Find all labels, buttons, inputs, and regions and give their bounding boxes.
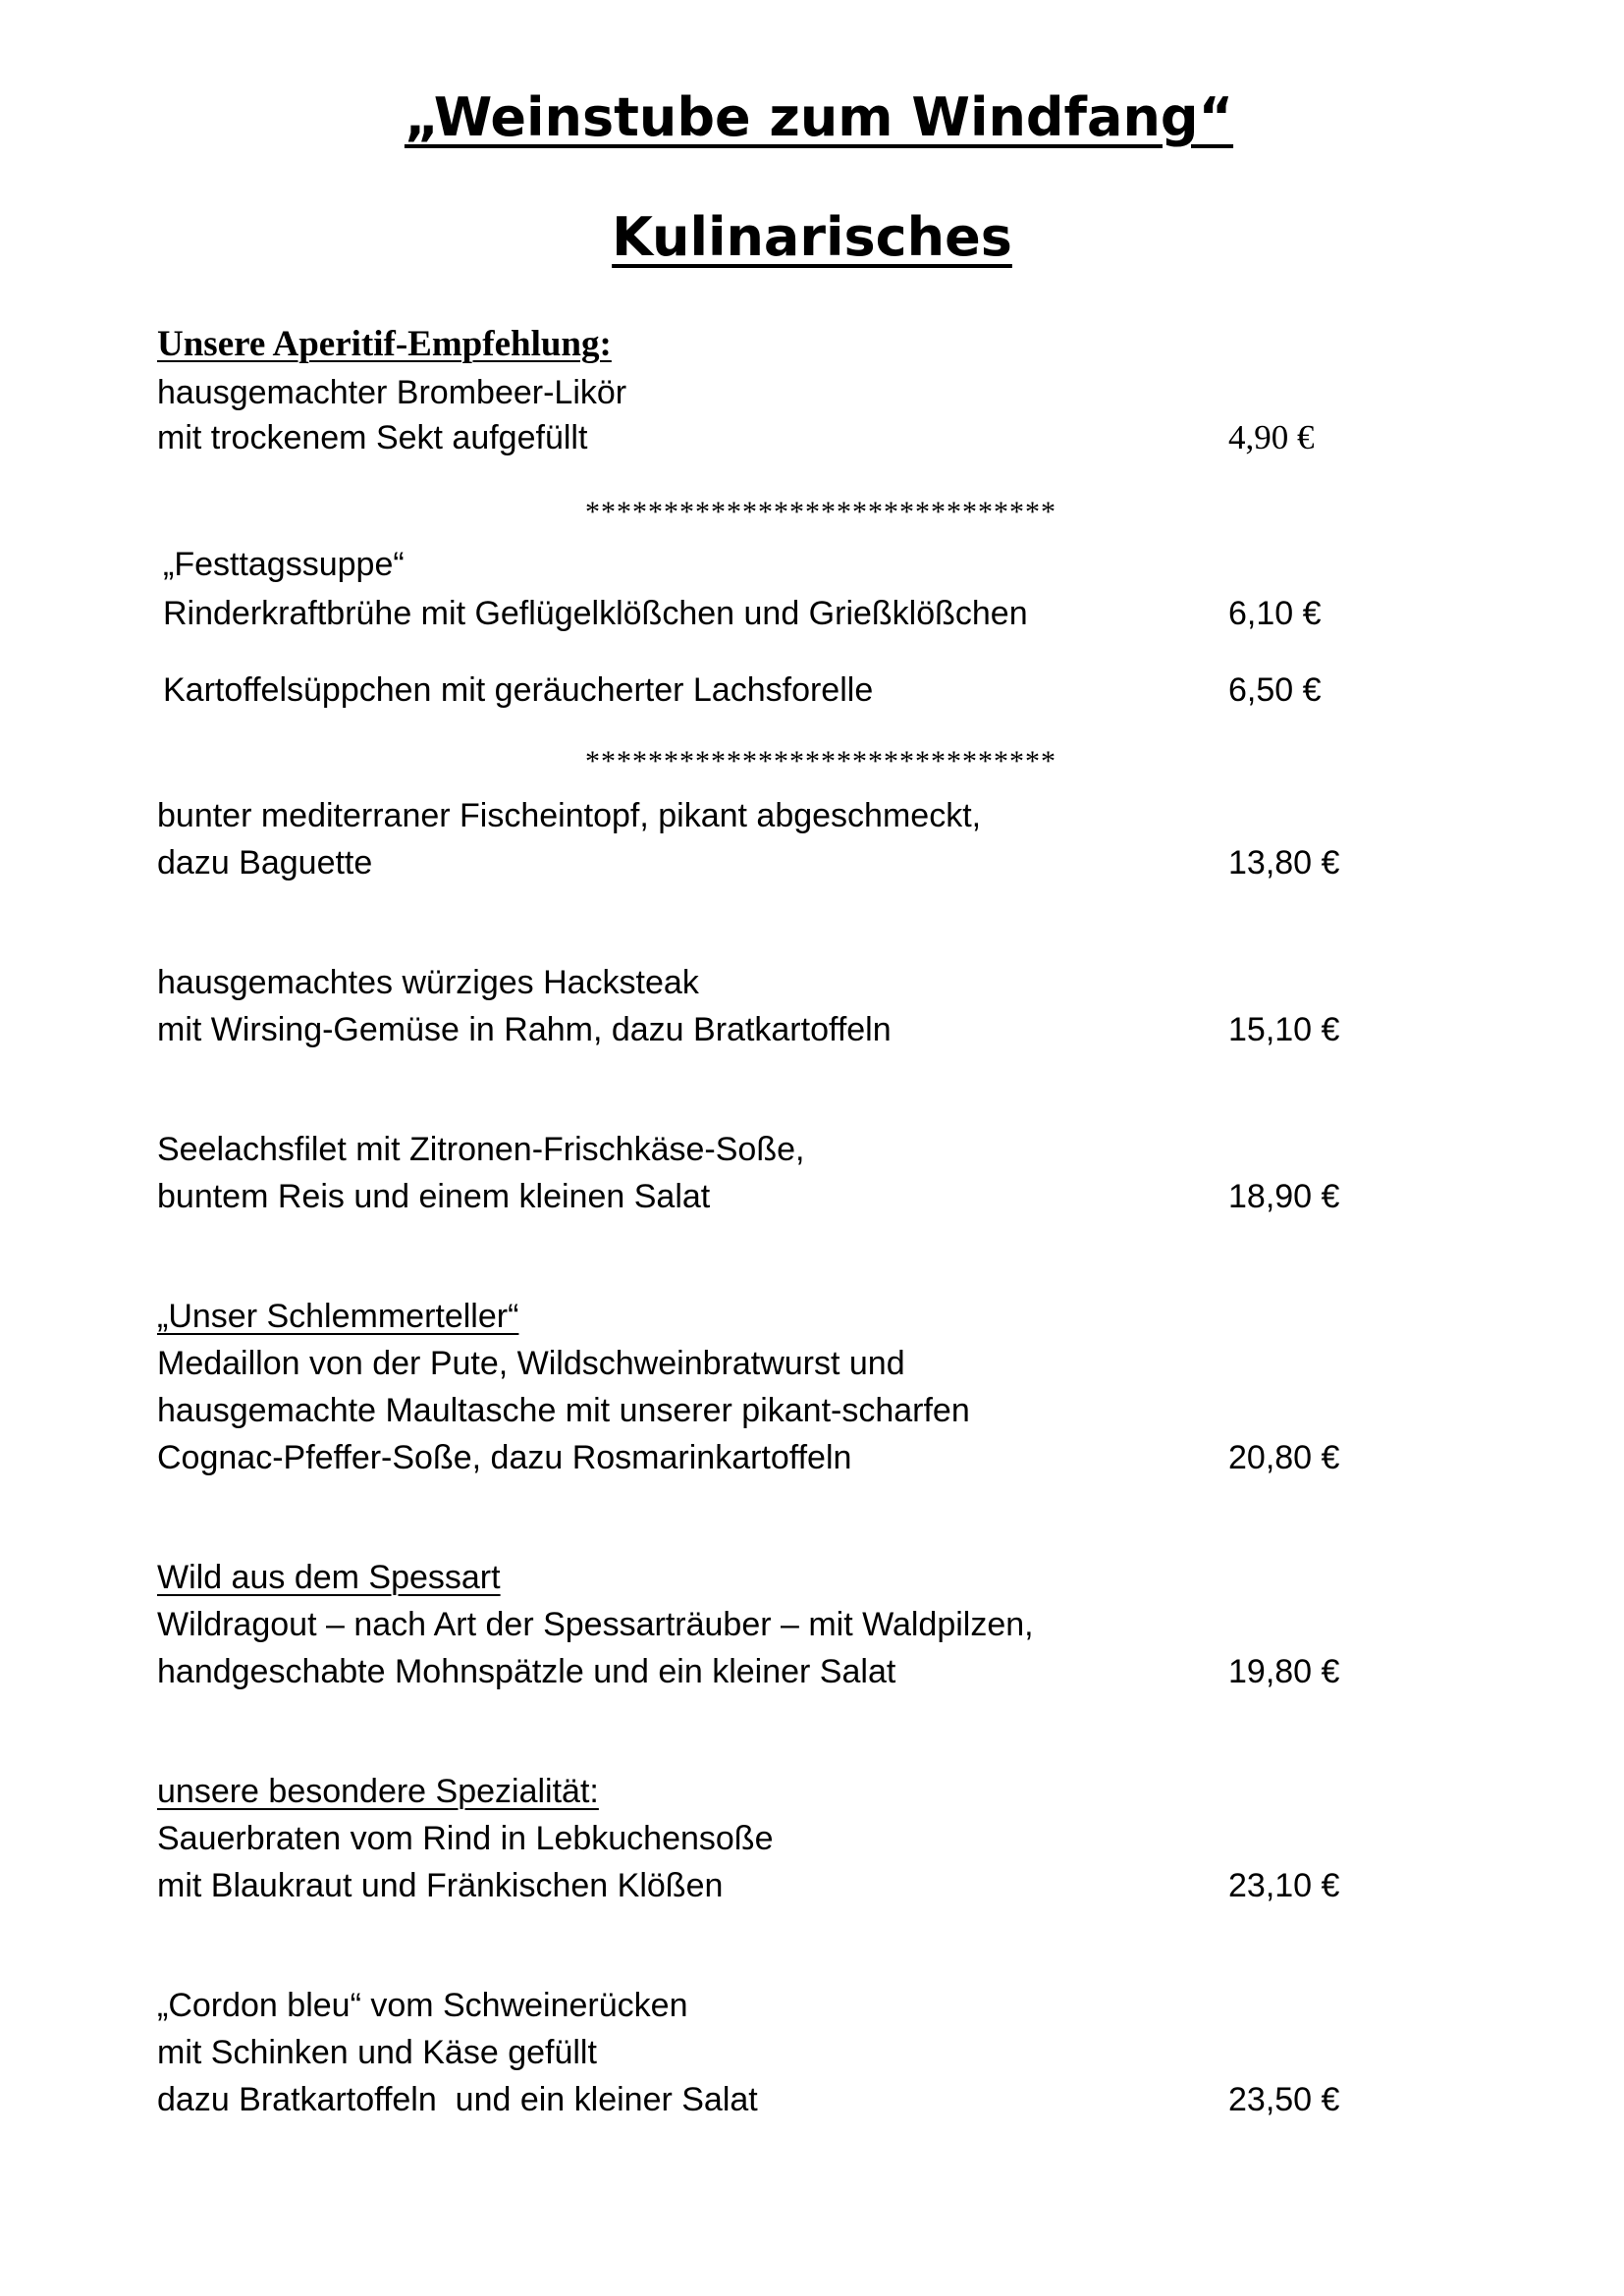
aperitif-line-1: hausgemachter Brombeer-Likör: [157, 374, 627, 411]
hacksteak-line-2: mit Wirsing-Gemüse in Rahm, dazu Bratkartoffeln: [157, 1011, 892, 1048]
aperitif-price: 4,90 €: [1228, 418, 1315, 456]
festtagssuppe-name: „Festtagssuppe“: [163, 546, 405, 583]
kartoffelsuppe-price: 6,50 €: [1228, 671, 1322, 709]
fischeintopf-price: 13,80 €: [1228, 844, 1340, 881]
hacksteak-line-1: hausgemachtes würziges Hacksteak: [157, 964, 699, 1001]
sauerbraten-price: 23,10 €: [1228, 1867, 1340, 1904]
aperitif-heading: Unsere Aperitif-Empfehlung:: [157, 324, 612, 364]
wild-line-2: handgeschabte Mohnspätzle und ein kleiner Salat: [157, 1653, 896, 1690]
cordon-bleu-line-2: mit Schinken und Käse gefüllt: [157, 2034, 597, 2071]
wild-name: Wild aus dem Spessart: [157, 1559, 501, 1596]
separator-2: ******************************: [585, 745, 1056, 777]
seelachs-line-2: buntem Reis und einem kleinen Salat: [157, 1178, 711, 1215]
festtagssuppe-price: 6,10 €: [1228, 595, 1322, 632]
sauerbraten-line-2: mit Blaukraut und Fränkischen Klößen: [157, 1867, 724, 1904]
aperitif-line-2: mit trockenem Sekt aufgefüllt: [157, 419, 588, 456]
schlemmerteller-line-3: Cognac-Pfeffer-Soße, dazu Rosmarinkartoffeln: [157, 1439, 852, 1476]
separator-1: ******************************: [585, 496, 1056, 528]
restaurant-name: [0, 86, 1624, 149]
wild-price: 19,80 €: [1228, 1653, 1340, 1690]
cordon-bleu-line-1: „Cordon bleu“ vom Schweinerücken: [157, 1987, 688, 2024]
festtagssuppe-description: Rinderkraftbrühe mit Geflügelklößchen und Grießklößchen: [163, 595, 1028, 632]
wild-line-1: Wildragout – nach Art der Spessarträuber – mit Waldpilzen,: [157, 1606, 1034, 1643]
cordon-bleu-line-3: dazu Bratkartoffeln und ein kleiner Salat: [157, 2081, 758, 2118]
seelachs-price: 18,90 €: [1228, 1178, 1340, 1215]
menu-title-text: Kulinarisches: [612, 206, 1012, 268]
restaurant-name-text: „Weinstube zum Windfang“: [404, 86, 1234, 148]
sauerbraten-line-1: Sauerbraten vom Rind in Lebkuchensoße: [157, 1820, 774, 1857]
schlemmerteller-line-1: Medaillon von der Pute, Wildschweinbratwurst und: [157, 1345, 905, 1382]
menu-title: [0, 206, 1624, 269]
fischeintopf-line-1: bunter mediterraner Fischeintopf, pikant abgeschmeckt,: [157, 797, 982, 834]
seelachs-line-1: Seelachsfilet mit Zitronen-Frischkäse-Soße,: [157, 1131, 805, 1168]
schlemmerteller-line-2: hausgemachte Maultasche mit unserer pikant-scharfen: [157, 1392, 970, 1429]
schlemmerteller-price: 20,80 €: [1228, 1439, 1340, 1476]
schlemmerteller-name: „Unser Schlemmerteller“: [157, 1298, 519, 1335]
fischeintopf-line-2: dazu Baguette: [157, 844, 373, 881]
hacksteak-price: 15,10 €: [1228, 1011, 1340, 1048]
cordon-bleu-price: 23,50 €: [1228, 2081, 1340, 2118]
sauerbraten-name: unsere besondere Spezialität:: [157, 1773, 599, 1810]
kartoffelsuppe-description: Kartoffelsüppchen mit geräucherter Lachsforelle: [163, 671, 874, 709]
